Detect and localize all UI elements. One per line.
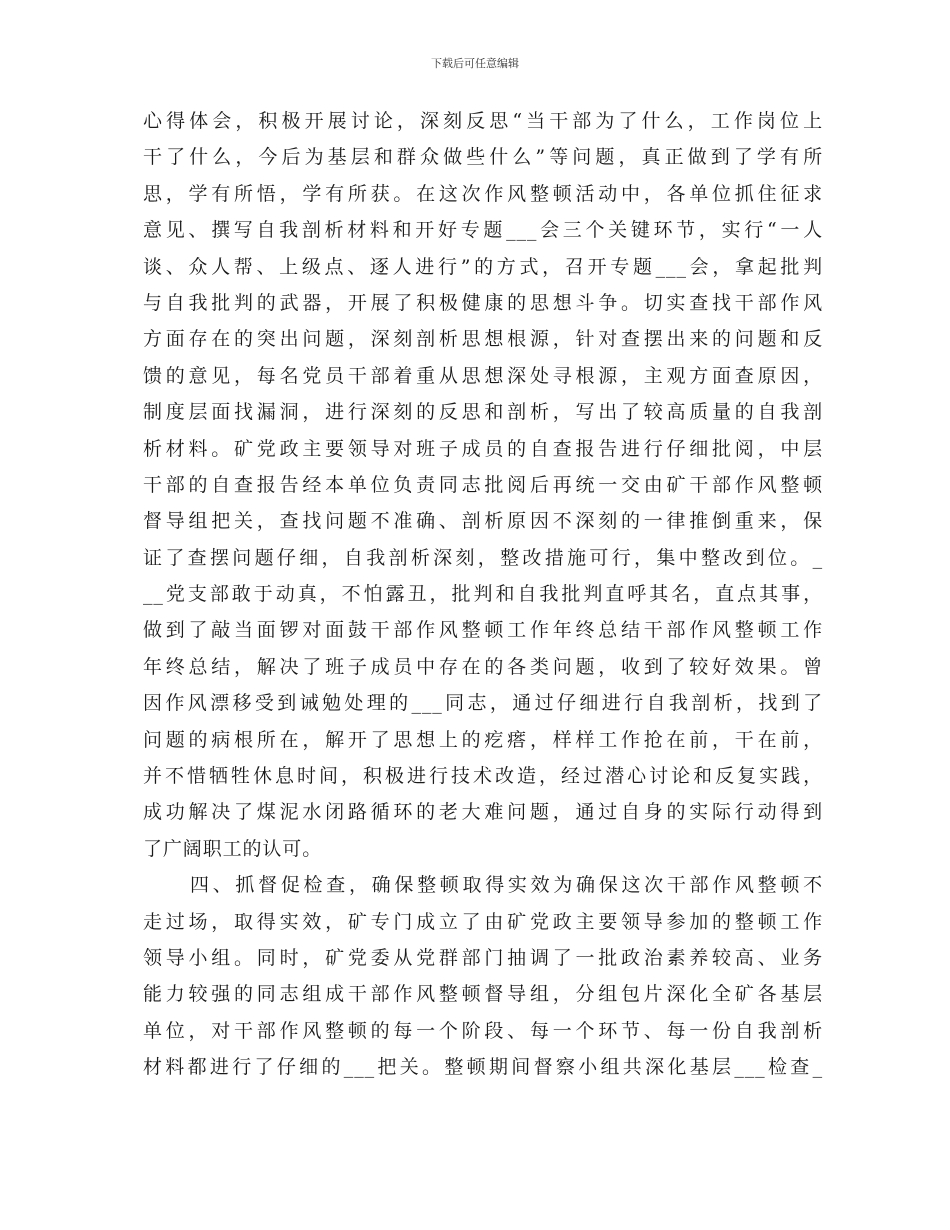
text-line: 材料都进行了仔细的___把关。整顿期间督察小组共深化基层___检查_ bbox=[143, 1056, 823, 1079]
text-line: 了广阔职工的认可。 bbox=[143, 837, 323, 860]
text-line: 谈、众人帮、上级点、逐人进行”的方式，召开专题___会，拿起批判 bbox=[143, 255, 823, 278]
text-line: 方面存在的突出问题，深刻剖析思想根源，针对查摆出来的问题和反 bbox=[143, 328, 823, 351]
text-line: 因作风漂移受到诫勉处理的___同志，通过仔细进行自我剖析，找到了 bbox=[143, 692, 823, 715]
text-line: 年终总结，解决了班子成员中存在的各类问题，收到了较好效果。曾 bbox=[143, 655, 823, 678]
text-line: 意见、撰写自我剖析材料和开好专题___会三个关键环节，实行“一人 bbox=[143, 219, 823, 242]
text-line: 制度层面找漏洞，进行深刻的反思和剖析，写出了较高质量的自我剖 bbox=[143, 401, 823, 424]
text-line: 督导组把关，查找问题不准确、剖析原因不深刻的一律推倒重来，保 bbox=[143, 510, 823, 533]
text-line: 干部的自查报告经本单位负责同志批阅后再统一交由矿干部作风整顿 bbox=[143, 473, 823, 496]
document-body bbox=[143, 103, 823, 1086]
text-line: 并不惜牺牲休息时间，积极进行技术改造，经过潜心讨论和反复实践， bbox=[143, 765, 823, 788]
text-line: 做到了敲当面锣对面鼓干部作风整顿工作年终总结干部作风整顿工作 bbox=[143, 619, 823, 642]
text-line: 能力较强的同志组成干部作风整顿督导组，分组包片深化全矿各基层 bbox=[143, 983, 823, 1006]
text-line: 馈的意见，每名党员干部着重从思想深处寻根源，主观方面查原因， bbox=[143, 364, 823, 387]
page-header: 下载后可任意编辑 bbox=[431, 57, 519, 70]
text-line: 走过场，取得实效，矿专门成立了由矿党政主要领导参加的整顿工作 bbox=[143, 910, 823, 933]
text-line: 成功解决了煤泥水闭路循环的老大难问题，通过自身的实际行动得到 bbox=[143, 801, 823, 824]
text-line: 干了什么，今后为基层和群众做些什么”等问题，真正做到了学有所 bbox=[143, 146, 823, 169]
text-line: 与自我批判的武器，开展了积极健康的思想斗争。切实查找干部作风 bbox=[143, 291, 823, 314]
text-line: 证了查摆问题仔细，自我剖析深刻，整改措施可行，集中整改到位。_ bbox=[143, 546, 823, 569]
text-line: 四、抓督促检查，确保整顿取得实效为确保这次干部作风整顿不 bbox=[190, 874, 823, 897]
text-line: 心得体会，积极开展讨论，深刻反思“当干部为了什么，工作岗位上 bbox=[143, 110, 823, 132]
text-line: 单位，对干部作风整顿的每一个阶段、每一个环节、每一份自我剖析 bbox=[143, 1019, 823, 1042]
text-line: 析材料。矿党政主要领导对班子成员的自查报告进行仔细批阅，中层 bbox=[143, 437, 823, 460]
text-line: 问题的病根所在，解开了思想上的疙瘩，样样工作抢在前，干在前， bbox=[143, 728, 823, 751]
text-line: 领导小组。同时，矿党委从党群部门抽调了一批政治素养较高、业务 bbox=[143, 946, 823, 969]
text-line: 思，学有所悟，学有所获。在这次作风整顿活动中，各单位抓住征求 bbox=[143, 182, 823, 205]
text-line: __党支部敢于动真，不怕露丑，批判和自我批判直呼其名，直点其事， bbox=[143, 583, 823, 606]
